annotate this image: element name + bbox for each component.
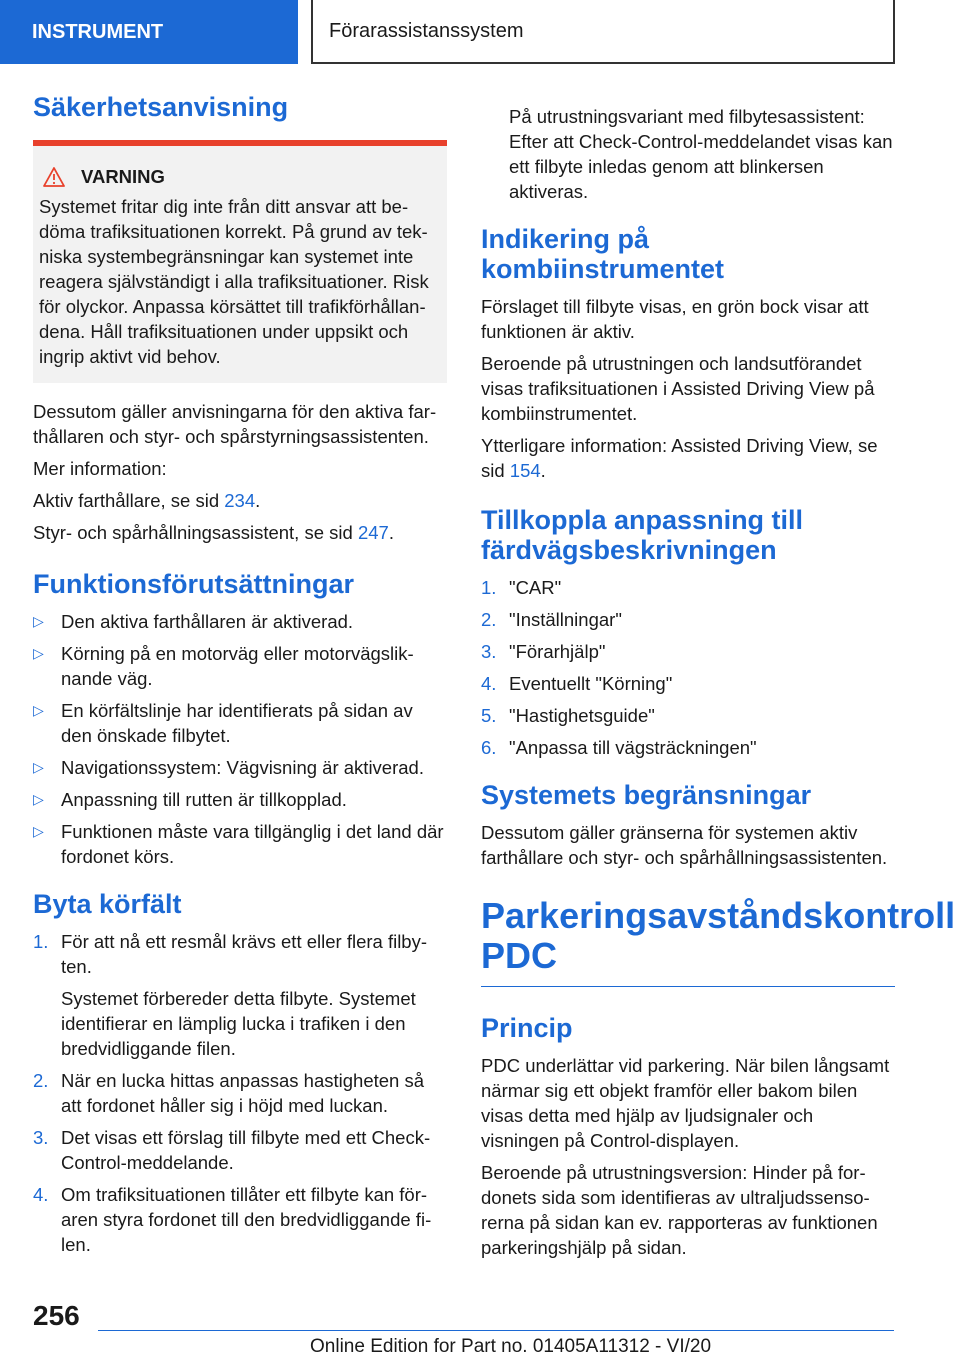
step-number: 1. — [33, 931, 49, 952]
edition-note: Online Edition for Part no. 01405A11312 - VI/20 — [310, 1336, 712, 1357]
list-item: ▷ En körfältslinje har identifierats på sidan av den önskade filbytet. — [33, 700, 413, 746]
page-link-234[interactable]: 234 — [224, 490, 256, 511]
list-item — [481, 735, 895, 760]
chapter-title: Förarassistanssystem — [311, 0, 895, 64]
paragraph: Beroende på utrustningsversion: Hinder på fordonets sida som identifieras av ultraljudssensorerna på sidan kan ev. rapporteras av funktionen parkeringshjälp på sidan. — [481, 1162, 878, 1258]
step-text: När en lucka hittas anpassas hastigheten så att fordonet håller sig i höjd med luckan. — [61, 1070, 425, 1116]
more-info-label: Mer information: — [33, 458, 167, 479]
list-item: ▷ Den aktiva farthållaren är aktiverad. — [33, 611, 354, 632]
paragraph: Förslaget till filbyte visas, en grön bock visar att funktionen är aktiv. — [481, 296, 869, 342]
paragraph: Dessutom gäller gränserna för systemen aktiv farthållare och styr- och spårhållningsassistenten. — [481, 822, 888, 868]
warning-box — [33, 140, 447, 383]
step-number: 2. — [33, 1070, 49, 1091]
reference-line — [33, 488, 447, 513]
step-text: Eventuellt "Körning" — [509, 673, 673, 694]
page-link-154[interactable]: 154 — [509, 460, 541, 481]
period: . — [540, 460, 546, 481]
list-item — [481, 639, 895, 664]
indication-heading: Indikering på kombiinstrumentet — [481, 224, 725, 284]
step-text: Det visas ett förslag till filbyte med ett Check-Control-meddelande. — [61, 1127, 431, 1173]
warning-text: Systemet fritar dig inte från ditt ansvar att bedöma trafiksituationen korrekt. På grund av tekniska systembegränsningar kan systemet inte reagera självständigt i alla trafiksituationer. Risk för olyckor. Anpassa körsättet till trafikförhållandena. Håll trafiksituationen under uppsikt och ingrip aktivt vid behov. — [39, 196, 429, 367]
step-text: "Anpassa till vägsträckningen" — [509, 737, 757, 758]
section-tab: INSTRUMENT — [0, 0, 298, 64]
triangle-bullet-icon: ▷ — [33, 645, 44, 661]
triangle-bullet-icon: ▷ — [33, 759, 44, 775]
step-number: 4. — [481, 673, 497, 694]
route-adaptation-steps — [481, 575, 895, 760]
paragraph: Dessutom gäller anvisningarna för den aktiva farthållaren och styr- och spårstyrningsassistenten. — [33, 401, 437, 447]
list-item — [33, 929, 447, 1061]
principle-heading: Princip — [481, 1013, 573, 1043]
page-number: 256 — [33, 1300, 80, 1331]
step-number: 2. — [481, 609, 497, 630]
right-column — [481, 104, 956, 1267]
triangle-bullet-icon: ▷ — [33, 702, 44, 718]
requirements-list — [33, 609, 447, 869]
step-number: 3. — [33, 1127, 49, 1148]
footer-divider — [98, 1330, 894, 1331]
left-column — [33, 92, 447, 1271]
period: . — [255, 490, 261, 511]
lane-change-steps — [33, 929, 447, 1257]
list-item — [481, 607, 895, 632]
list-item — [481, 671, 895, 696]
route-adaptation-heading: Tillkoppla anpassning till färdvägsbeskrivningen — [481, 505, 804, 565]
list-item — [33, 1068, 447, 1118]
step-number: 5. — [481, 705, 497, 726]
list-item — [481, 703, 895, 728]
step-text: För att nå ett resmål krävs ett eller flera filbyten. — [61, 931, 428, 977]
chapter-divider — [481, 986, 895, 987]
triangle-bullet-icon: ▷ — [33, 613, 44, 629]
list-item: ▷ Navigationssystem: Vägvisning är aktiverad. — [33, 757, 424, 778]
safety-heading: Säkerhetsanvisning — [33, 92, 289, 122]
page-link-247[interactable]: 247 — [357, 522, 389, 543]
list-item — [33, 1125, 447, 1175]
period: . — [388, 522, 394, 543]
list-item: ▷ Körning på en motorväg eller motorvägsliknande väg. — [33, 643, 414, 689]
step-number: 1. — [481, 577, 497, 598]
list-item — [33, 1182, 447, 1257]
list-item: ▷ Funktionen måste vara tillgänglig i det land där fordonet körs. — [33, 821, 444, 867]
paragraph: Beroende på utrustningen och landsutförandet visas trafiksituationen i Assisted Driving View på kombiinstrumentet. — [481, 353, 875, 424]
warning-header — [39, 166, 441, 188]
step-number: 6. — [481, 737, 497, 758]
list-item: ▷ Anpassning till rutten är tillkopplad. — [33, 789, 347, 810]
reference-text: Aktiv farthållare, se sid — [33, 490, 225, 511]
step-text: "Hastighetsguide" — [509, 705, 655, 726]
step-text: Om trafiksituationen tillåter ett filbyte kan föraren styra fordonet till den bredvidliggande filen. — [61, 1184, 432, 1255]
paragraph: PDC underlättar vid parkering. När bilen långsamt närmar sig ett objekt framför eller bakom bilen visas detta med hjälp av ljudsignaler och visningen på Control-displayen. — [481, 1055, 890, 1151]
reference-line — [481, 433, 895, 483]
pdc-chapter-heading: Parkeringsavståndskontroll PDC — [481, 895, 956, 976]
warning-label: VARNING — [81, 166, 165, 187]
step-text: "Inställningar" — [509, 609, 622, 630]
intro-paragraph: På utrustningsvariant med filbytesassistent: Efter att Check-Control-meddelandet visas kan ett filbyte inledas genom att blinkersen aktiveras. — [509, 106, 893, 202]
triangle-bullet-icon: ▷ — [33, 791, 44, 807]
reference-line — [33, 520, 447, 545]
lane-change-heading: Byta körfält — [33, 889, 182, 919]
step-subtext: Systemet förbereder detta filbyte. Systemet identifierar en lämplig lucka i trafiken i den bredvidliggande filen. — [61, 988, 416, 1059]
reference-text: Styr- och spårhållningsassistent, se sid — [33, 522, 358, 543]
warning-triangle-icon — [43, 167, 65, 187]
list-item — [481, 575, 895, 600]
step-number: 4. — [33, 1184, 49, 1205]
step-number: 3. — [481, 641, 497, 662]
requirements-heading: Funktionsförutsättningar — [33, 569, 354, 599]
reference-text: Ytterligare information: Assisted Driving View, se sid — [481, 435, 878, 481]
triangle-bullet-icon: ▷ — [33, 823, 44, 839]
limitations-heading: Systemets begränsningar — [481, 780, 812, 810]
step-text: "Förarhjälp" — [509, 641, 606, 662]
step-text: "CAR" — [509, 577, 562, 598]
